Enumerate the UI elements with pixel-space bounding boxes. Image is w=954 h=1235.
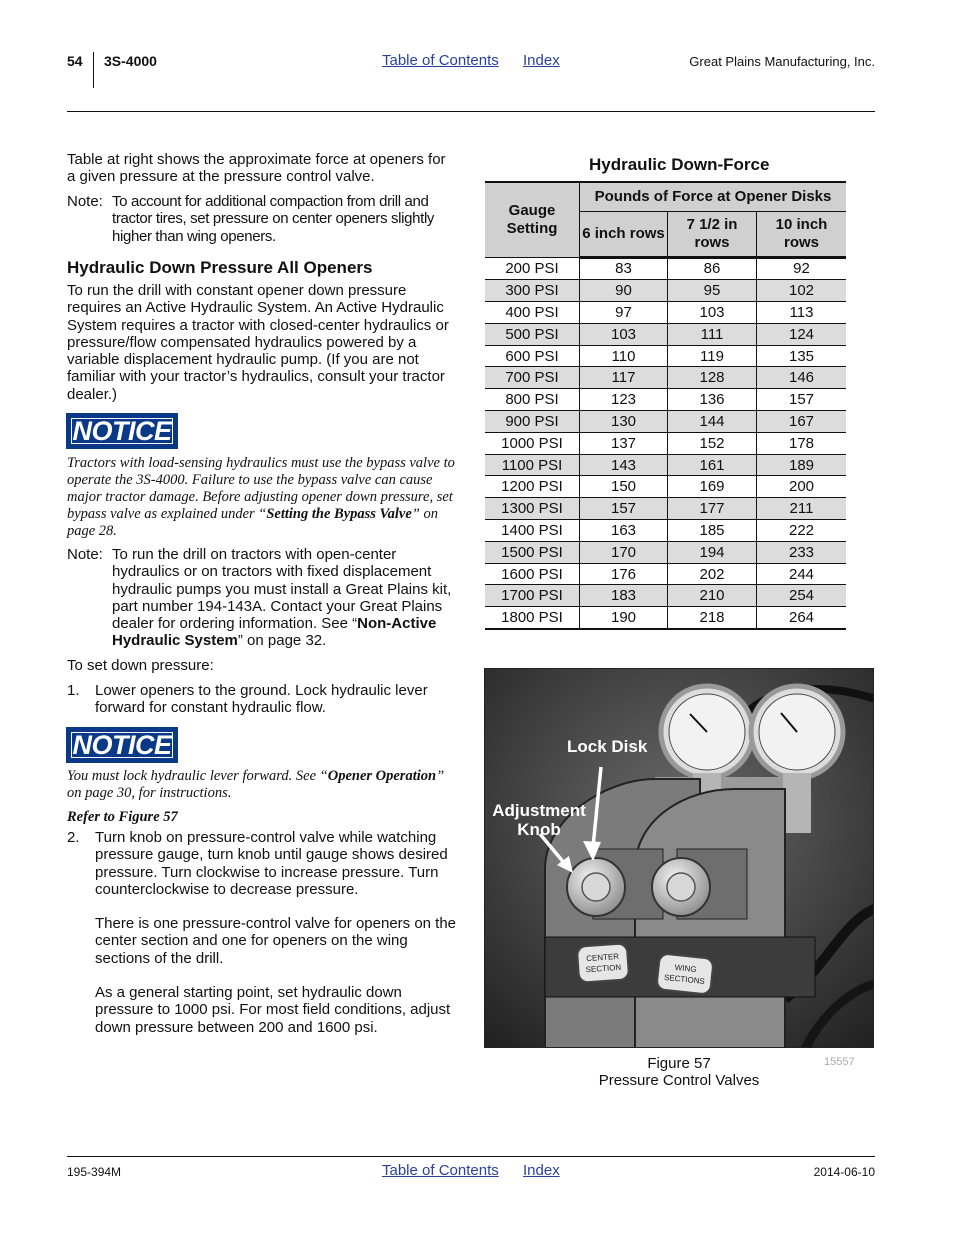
- figure-title: Pressure Control Valves: [598, 1072, 760, 1089]
- cell-7-5-inch: 128: [668, 367, 757, 389]
- table-row: [485, 541, 846, 563]
- cell-7-5-inch: 177: [668, 498, 757, 520]
- cell-6-inch: 83: [580, 257, 668, 280]
- cell-gauge: 1500 PSI: [485, 541, 580, 563]
- footer-rule: [67, 1156, 875, 1157]
- cell-gauge: 1000 PSI: [485, 432, 580, 454]
- cell-gauge: 400 PSI: [485, 302, 580, 324]
- note-label: Note:: [67, 546, 103, 563]
- table-title: Hydraulic Down-Force: [589, 155, 770, 174]
- decal-center-section: CENTER SECTION: [576, 942, 631, 984]
- cell-6-inch: 97: [580, 302, 668, 324]
- notice-label: NOTICE: [72, 415, 172, 446]
- cell-10-inch: 146: [757, 367, 847, 389]
- xref-non-active[interactable]: Non-Active Hydraulic System: [112, 615, 437, 650]
- cell-10-inch: 211: [757, 498, 847, 520]
- cell-10-inch: 254: [757, 585, 847, 607]
- cell-7-5-inch: 202: [668, 563, 757, 585]
- model-name: 3S-4000: [104, 53, 157, 69]
- label-lock-disk: Lock Disk: [567, 737, 648, 756]
- pressure-valves-photo: [484, 668, 874, 1048]
- cell-6-inch: 170: [580, 541, 668, 563]
- cell-7-5-inch: 169: [668, 476, 757, 498]
- note-text: To run the drill on tractors with open-center hydraulics or on tractors with fixed displacement hydraulic pumps you must install a Great Plains kit, part number 194-143A. Contact your Great Plains dealer for ordering information. See “Non-Active Hydraulic System” on page 32.: [112, 546, 452, 650]
- table-row: [485, 563, 846, 585]
- cell-10-inch: 135: [757, 345, 847, 367]
- cell-6-inch: 90: [580, 280, 668, 302]
- footer-index-link[interactable]: Index: [523, 1162, 560, 1179]
- cell-7-5-inch: 111: [668, 323, 757, 345]
- footer-toc-link[interactable]: Table of Contents: [382, 1162, 499, 1179]
- set-down-intro: To set down pressure:: [67, 657, 214, 674]
- table-row: [485, 607, 846, 629]
- table-row: [485, 432, 846, 454]
- cell-10-inch: 167: [757, 411, 847, 433]
- figure-caption: [484, 1055, 874, 1089]
- table-row: [485, 585, 846, 607]
- cell-6-inch: 130: [580, 411, 668, 433]
- note-open-center: [67, 546, 457, 650]
- table-row: [485, 498, 846, 520]
- notice-badge-2: [67, 728, 177, 762]
- xref-opener-operation[interactable]: Opener Operation: [327, 768, 437, 784]
- cell-7-5-inch: 161: [668, 454, 757, 476]
- col-7-5-inch: 7 1/2 in rows: [668, 211, 757, 257]
- cell-gauge: 500 PSI: [485, 323, 580, 345]
- cell-6-inch: 150: [580, 476, 668, 498]
- cell-7-5-inch: 194: [668, 541, 757, 563]
- cell-6-inch: 117: [580, 367, 668, 389]
- cell-gauge: 1100 PSI: [485, 454, 580, 476]
- note-compaction: [67, 193, 457, 245]
- cell-gauge: 600 PSI: [485, 345, 580, 367]
- step-number: 2.: [67, 829, 80, 846]
- down-force-table: [485, 181, 846, 630]
- cell-7-5-inch: 152: [668, 432, 757, 454]
- note-text: To account for additional compaction from drill and tractor tires, set pressure on center openers slightly higher than wing openers.: [112, 193, 435, 245]
- cell-gauge: 1300 PSI: [485, 498, 580, 520]
- col-gauge-setting: Gauge Setting: [485, 182, 580, 257]
- section-body: To run the drill with constant opener down pressure requires an Active Hydraulic System. An Active Hydraulic System requires a tractor with closed-center hydraulics or pressure/flow compensated hydraulics powered by a variable displacement hydraulic pump. (If you are not familiar with your tractor’s hydraulics, consult your tractor dealer.): [67, 282, 449, 403]
- col-6-inch: 6 inch rows: [580, 211, 668, 257]
- xref-bypass-valve[interactable]: Setting the Bypass Valve: [266, 506, 412, 522]
- cell-7-5-inch: 185: [668, 520, 757, 542]
- cell-6-inch: 176: [580, 563, 668, 585]
- cell-10-inch: 124: [757, 323, 847, 345]
- step-1: [67, 682, 457, 717]
- step-2: [67, 829, 457, 1036]
- cell-10-inch: 264: [757, 607, 847, 629]
- cell-10-inch: 244: [757, 563, 847, 585]
- table-row: [485, 345, 846, 367]
- table-row: [485, 411, 846, 433]
- cell-6-inch: 163: [580, 520, 668, 542]
- note-label: Note:: [67, 193, 103, 210]
- header-index-link[interactable]: Index: [523, 52, 560, 69]
- cell-6-inch: 143: [580, 454, 668, 476]
- cell-7-5-inch: 119: [668, 345, 757, 367]
- table-row: [485, 323, 846, 345]
- cell-10-inch: 157: [757, 389, 847, 411]
- header-toc-link[interactable]: Table of Contents: [382, 52, 499, 69]
- cell-gauge: 1700 PSI: [485, 585, 580, 607]
- table-row: [485, 280, 846, 302]
- cell-6-inch: 137: [580, 432, 668, 454]
- section-heading: Hydraulic Down Pressure All Openers: [67, 258, 373, 277]
- notice-text-1: Tractors with load-sensing hydraulics must use the bypass valve to operate the 3S-4000. Failure to use the bypass valve can cause major tractor damage. Before adjusting opener down pressure, set bypass valve as explained under “Setting the Bypass Valve” on page 28.: [67, 455, 455, 539]
- col-10-inch: 10 inch rows: [757, 211, 847, 257]
- cell-gauge: 1400 PSI: [485, 520, 580, 542]
- notice-text-2: You must lock hydraulic lever forward. See “Opener Operation” on page 30, for instructions.: [67, 768, 445, 801]
- cell-gauge: 1200 PSI: [485, 476, 580, 498]
- table-row: [485, 302, 846, 324]
- cell-7-5-inch: 218: [668, 607, 757, 629]
- cell-gauge: 300 PSI: [485, 280, 580, 302]
- cell-6-inch: 110: [580, 345, 668, 367]
- cell-10-inch: 113: [757, 302, 847, 324]
- cell-10-inch: 178: [757, 432, 847, 454]
- step-text: Lower openers to the ground. Lock hydraulic lever forward for constant hydraulic flow.: [95, 682, 428, 717]
- cell-7-5-inch: 103: [668, 302, 757, 324]
- cell-7-5-inch: 136: [668, 389, 757, 411]
- publish-date: 2014-06-10: [813, 1165, 875, 1179]
- page-number: 54: [67, 53, 83, 69]
- cell-7-5-inch: 144: [668, 411, 757, 433]
- notice-label: NOTICE: [72, 729, 172, 760]
- cell-7-5-inch: 86: [668, 257, 757, 280]
- cell-gauge: 900 PSI: [485, 411, 580, 433]
- intro-paragraph: Table at right shows the approximate force at openers for a given pressure at the pressure control valve.: [67, 151, 446, 186]
- header-divider: [93, 52, 94, 88]
- figure-number: Figure 57: [647, 1055, 711, 1072]
- cell-10-inch: 233: [757, 541, 847, 563]
- part-number: 195-394M: [67, 1165, 122, 1179]
- cell-gauge: 800 PSI: [485, 389, 580, 411]
- cell-10-inch: 102: [757, 280, 847, 302]
- cell-gauge: 1600 PSI: [485, 563, 580, 585]
- table-row: [485, 476, 846, 498]
- table-row: [485, 389, 846, 411]
- cell-6-inch: 183: [580, 585, 668, 607]
- cell-10-inch: 200: [757, 476, 847, 498]
- table-row: [485, 454, 846, 476]
- step-2-para-1: Turn knob on pressure-control valve while watching pressure gauge, turn knob until gauge shows desired pressure. Turn clockwise to increase pressure. Turn counterclockwise to decrease pressure.: [95, 829, 448, 898]
- table-row: [485, 520, 846, 542]
- refer-figure: Refer to Figure 57: [67, 809, 178, 825]
- cell-gauge: 700 PSI: [485, 367, 580, 389]
- cell-7-5-inch: 95: [668, 280, 757, 302]
- cell-6-inch: 190: [580, 607, 668, 629]
- cell-10-inch: 189: [757, 454, 847, 476]
- notice-badge-1: [67, 414, 177, 448]
- cell-6-inch: 157: [580, 498, 668, 520]
- step-number: 1.: [67, 682, 80, 699]
- decal-wing-sections: WING SECTIONS: [655, 952, 715, 996]
- cell-6-inch: 103: [580, 323, 668, 345]
- table-row: [485, 257, 846, 280]
- figure-image-id: 15557: [824, 1056, 855, 1068]
- col-pounds-force: Pounds of Force at Opener Disks: [580, 182, 847, 211]
- header-rule: [67, 111, 875, 112]
- step-2-para-2: There is one pressure-control valve for openers on the center section and one for openers on the wing sections of the drill.: [95, 915, 457, 967]
- cell-gauge: 1800 PSI: [485, 607, 580, 629]
- cell-gauge: 200 PSI: [485, 257, 580, 280]
- cell-10-inch: 92: [757, 257, 847, 280]
- cell-6-inch: 123: [580, 389, 668, 411]
- table-row: [485, 367, 846, 389]
- cell-7-5-inch: 210: [668, 585, 757, 607]
- step-2-para-3: As a general starting point, set hydraulic down pressure to 1000 psi. For most field conditions, adjust down pressure between 200 and 1600 psi.: [95, 984, 451, 1036]
- label-adjustment-knob: Adjustment Knob: [492, 801, 586, 839]
- step-text: [95, 829, 457, 1036]
- company-name: Great Plains Manufacturing, Inc.: [689, 54, 875, 69]
- cell-10-inch: 222: [757, 520, 847, 542]
